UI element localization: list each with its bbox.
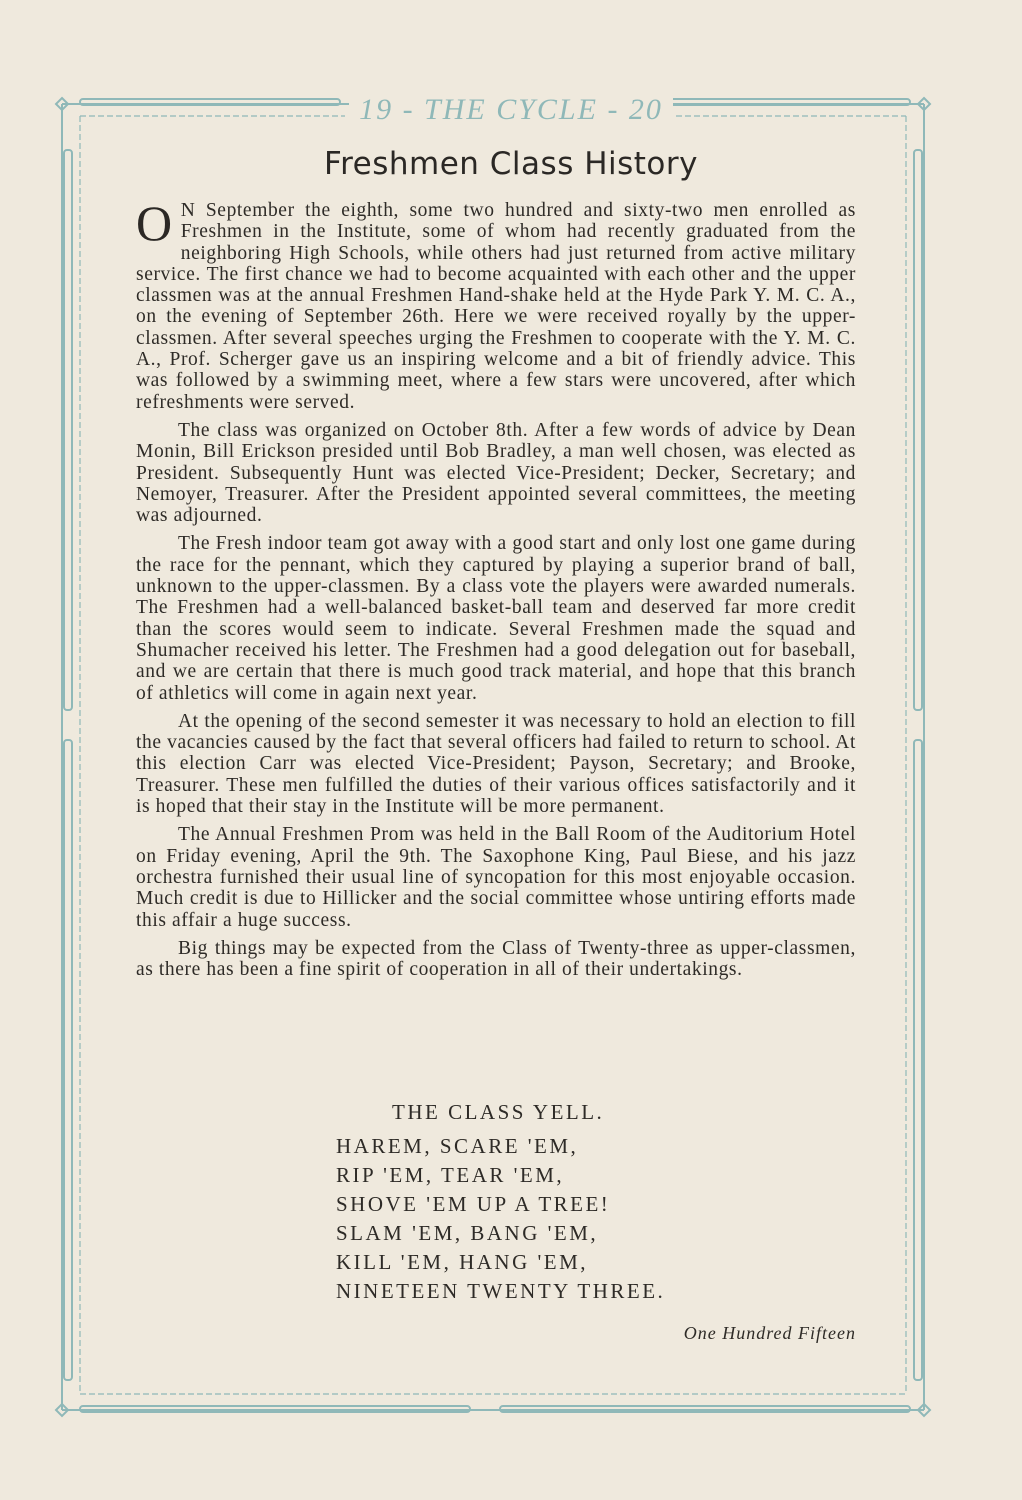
drop-cap: O (136, 195, 173, 251)
paragraph-1-text: N September the eighth, some two hundred and sixty-two men enrolled as Freshmen in the Institute, some of whom had recently graduated from the neighboring High Schools, while others had just returned from active military service. The first chance we had to become acquainted with each other and the upper classmen was at the annual Freshmen Hand-shake held at the Hyde Park Y. M. C. A., on the evening of September 26th. Here we were received royally by the upper-classmen. After several speeches urging the Freshmen to cooperate with the Y. M. C. A., Prof. Scherger gave us an inspiring welcome and a bit of friendly advice. This was followed by a swimming meet, where a few stars were uncovered, after which refreshments were served. (136, 200, 856, 413)
paragraph-6: Big things may be expected from the Class of Twenty-three as upper-classmen, as there has been a fine spirit of cooperation in all of their undertakings. (136, 937, 856, 981)
article-body (136, 195, 856, 987)
paragraph-2: The class was organized on October 8th. After a few words of advice by Dean Monin, Bill Erickson presided until Bob Bradley, a man well chosen, was elected as President. Subsequently Hunt was elected Vice-President; Decker, Secretary; and Nemoyer, Treasurer. After the President appointed several committees, the meeting was adjourned. (136, 419, 856, 527)
running-header-text: 19 - THE CYCLE - 20 (349, 93, 673, 126)
page-title: Freshmen Class History (324, 146, 698, 182)
yell-line: HAREM, SCARE 'EM, (336, 1134, 579, 1158)
running-header (0, 92, 1022, 128)
yell-line: RIP 'EM, TEAR 'EM, (336, 1163, 565, 1187)
paragraph-1 (136, 195, 856, 413)
yell-line: NINETEEN TWENTY THREE. (336, 1279, 666, 1303)
class-yell (336, 1098, 736, 1306)
yell-line: KILL 'EM, HANG 'EM, (336, 1250, 589, 1274)
page-number: One Hundred Fifteen (683, 1323, 856, 1343)
paragraph-5: The Annual Freshmen Prom was held in the Ball Room of the Auditorium Hotel on Friday evening, April the 9th. The Saxophone King, Paul Biese, and his jazz orchestra furnished their usual line of syncopation for this most enjoyable occasion. Much credit is due to Hillicker and the social committee whose untiring efforts made this affair a huge success. (136, 824, 856, 931)
yell-line: SHOVE 'EM UP A TREE! (336, 1192, 611, 1216)
yell-line: SLAM 'EM, BANG 'EM, (336, 1221, 599, 1245)
paragraph-3: The Fresh indoor team got away with a good start and only lost one game during the race for the pennant, which they captured by playing a superior brand of ball, unknown to the upper-classmen. By a class vote the players were awarded numerals. The Freshmen had a well-balanced basket-ball team and deserved far more credit than the scores would seem to indicate. Several Freshmen made the squad and Shumacher received his letter. The Freshmen had a good delegation out for baseball, and we are certain that there is much good track material, and hope that this branch of athletics will come in again next year. (136, 533, 856, 704)
paragraph-4: At the opening of the second semester it was necessary to hold an election to fill the vacancies caused by the fact that several officers had failed to return to school. At this election Carr was elected Vice-President; Payson, Secretary; and Brooke, Treasurer. These men fulfilled the duties of their various offices satisfactorily and it is hoped that their stay in the Institute will be more permanent. (136, 710, 856, 818)
class-yell-title: THE CLASS YELL. (392, 1100, 605, 1124)
